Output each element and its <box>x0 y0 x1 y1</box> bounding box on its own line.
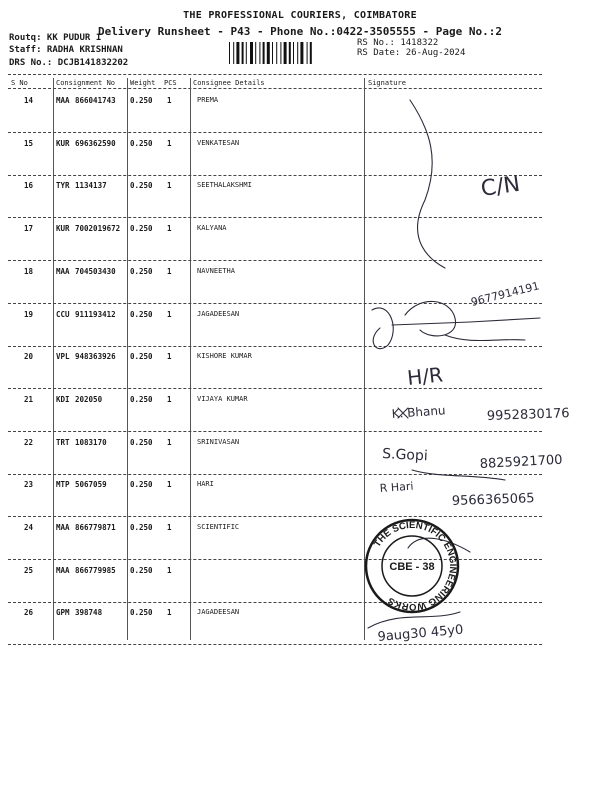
handwritten-hr: H/R <box>406 362 445 390</box>
header-rule-top <box>8 74 542 75</box>
col-header-consignment: Consignment No <box>56 79 116 87</box>
handwritten-phone: 8825921700 <box>479 452 563 472</box>
row-pcs: 1 <box>167 523 172 532</box>
row-consignee: JAGADEESAN <box>197 309 240 318</box>
col-divider <box>127 78 128 640</box>
row-weight: 0.250 <box>130 437 153 447</box>
row-consignment-code: MAA <box>56 523 70 532</box>
row-consignment-number: 866779985 <box>75 565 116 575</box>
row-sno: 17 <box>24 224 34 234</box>
row-pcs: 1 <box>167 608 172 618</box>
row-consignee: NAVNEETHA <box>197 266 235 275</box>
handwritten-cn: C/N <box>479 171 522 202</box>
row-sno: 23 <box>24 480 34 490</box>
row-consignee: SRINIVASAN <box>197 437 240 446</box>
row-weight: 0.250 <box>130 608 153 618</box>
row-sno: 15 <box>24 138 34 148</box>
col-header-weight: Weight <box>130 79 156 87</box>
row-weight: 0.250 <box>130 138 153 148</box>
row-sno: 22 <box>24 437 34 447</box>
row-consignee: SEETHALAKSHMI <box>197 181 252 190</box>
handwritten-name: S.Gopi <box>381 446 429 465</box>
row-pcs: 1 <box>167 266 172 276</box>
stamp-center: CBE - 38 <box>389 561 435 573</box>
row-sno: 24 <box>24 523 34 532</box>
row-weight: 0.250 <box>130 352 153 362</box>
row-consignee: KALYANA <box>197 224 227 233</box>
row-weight: 0.250 <box>130 480 153 490</box>
row-pcs: 1 <box>167 480 172 490</box>
row-consignment-code: MTP <box>56 480 70 490</box>
col-header-pcs: PCS <box>164 79 177 87</box>
row-separator <box>8 217 542 218</box>
row-consignee: VENKATESAN <box>197 138 240 147</box>
row-separator <box>8 388 542 389</box>
row-sno: 20 <box>24 352 34 362</box>
row-pcs: 1 <box>167 437 172 447</box>
row-consignment-code: KUR <box>56 224 70 234</box>
row-separator <box>8 303 542 304</box>
row-separator <box>8 132 542 133</box>
stamp-text: THE SCIENTIFIC ENGINEERING WORKS <box>371 519 459 613</box>
row-pcs: 1 <box>167 181 172 191</box>
header-rule-bottom <box>8 88 542 89</box>
row-consignment-number: 7002019672 <box>75 224 121 234</box>
drs-number: DRS No.: DCJB141832202 <box>9 58 129 68</box>
handwritten-phone: 9566365065 <box>451 491 535 509</box>
row-sno: 16 <box>24 181 34 191</box>
rs-date: RS Date: 26-Aug-2024 <box>357 48 466 58</box>
row-pcs: 1 <box>167 352 172 362</box>
row-consignment-number: 398748 <box>75 608 103 618</box>
svg-text:THE SCIENTIFIC ENGINEERING WOR <box>372 520 458 612</box>
row-consignment-number: 866041743 <box>75 96 116 105</box>
col-divider <box>364 78 365 640</box>
row-sno: 25 <box>24 565 34 575</box>
row-weight: 0.250 <box>130 96 153 105</box>
row-consignment-code: MAA <box>56 565 70 575</box>
row-consignment-code: VPL <box>56 352 70 362</box>
row-consignment-number: 1083170 <box>75 437 107 447</box>
row-separator <box>8 431 542 432</box>
row-pcs: 1 <box>167 138 172 148</box>
row-consignee: HARI <box>197 480 214 489</box>
row-consignment-number: 696362590 <box>75 138 116 148</box>
row-pcs: 1 <box>167 224 172 234</box>
handwritten-phone: 9952830176 <box>486 406 570 424</box>
handwritten-name: R Hari <box>379 479 414 495</box>
row-pcs: 1 <box>167 309 172 319</box>
runsheet-title: Delivery Runsheet - P43 - Phone No.:0422-3505555 - Page No.:2 <box>98 25 502 38</box>
row-consignee: PREMA <box>197 96 219 104</box>
row-weight: 0.250 <box>130 309 153 319</box>
company-stamp <box>366 520 458 612</box>
row-separator <box>8 602 542 603</box>
row-pcs: 1 <box>167 394 172 404</box>
row-consignment-code: KDI <box>56 394 70 404</box>
row-pcs: 1 <box>167 565 172 575</box>
handwritten-note: 9aug30 45y0 <box>377 622 464 645</box>
row-weight: 0.250 <box>130 224 153 234</box>
row-consignment-code: MAA <box>56 266 70 276</box>
row-consignee: KISHORE KUMAR <box>197 352 252 361</box>
row-consignment-number: 911193412 <box>75 309 116 319</box>
row-weight: 0.250 <box>130 523 153 532</box>
handwritten-phone: 9677914191 <box>469 279 541 309</box>
row-consignee: JAGADEESAN <box>197 608 240 617</box>
row-separator <box>8 474 542 475</box>
row-weight: 0.250 <box>130 181 153 191</box>
row-consignment-code: TRT <box>56 437 70 447</box>
row-consignment-code: KUR <box>56 138 70 148</box>
row-sno: 19 <box>24 309 34 319</box>
row-consignment-number: 704503430 <box>75 266 116 276</box>
col-header-signature: Signature <box>368 79 406 87</box>
row-pcs: 1 <box>167 96 172 105</box>
barcode <box>228 42 348 64</box>
row-consignment-code: CCU <box>56 309 70 319</box>
col-header-sno: S No <box>11 79 28 87</box>
row-consignment-number: 866779871 <box>75 523 116 532</box>
row-sno: 18 <box>24 266 34 276</box>
row-separator <box>8 516 542 517</box>
row-consignment-number: 5067059 <box>75 480 107 490</box>
col-divider <box>53 78 54 640</box>
row-consignment-code: TYR <box>56 181 70 191</box>
row-separator <box>8 644 542 645</box>
row-consignment-code: GPM <box>56 608 70 618</box>
row-separator <box>8 175 542 176</box>
row-weight: 0.250 <box>130 394 153 404</box>
row-sno: 14 <box>24 96 34 105</box>
row-sno: 21 <box>24 394 34 404</box>
row-separator <box>8 260 542 261</box>
col-header-consignee: Consignee Details <box>193 79 265 87</box>
row-consignee: SCIENTIFIC <box>197 523 240 531</box>
row-sno: 26 <box>24 608 34 618</box>
col-divider <box>190 78 191 640</box>
rs-number: RS No.: 1418322 <box>357 38 439 48</box>
row-consignee: VIJAYA KUMAR <box>197 394 248 403</box>
row-consignment-number: 202050 <box>75 394 103 404</box>
staff-label: Staff: RADHA KRISHNAN <box>9 45 123 55</box>
company-title: THE PROFESSIONAL COURIERS, COIMBATORE <box>183 10 417 21</box>
row-consignment-number: 1134137 <box>75 181 107 191</box>
route-label: Routq: KK PUDUR 1 <box>9 33 102 43</box>
row-separator <box>8 559 542 560</box>
row-separator <box>8 346 542 347</box>
row-weight: 0.250 <box>130 266 153 276</box>
row-consignment-code: MAA <box>56 96 70 105</box>
row-consignment-number: 948363926 <box>75 352 116 362</box>
row-weight: 0.250 <box>130 565 153 575</box>
handwritten-name: K. Bhanu <box>391 403 446 421</box>
